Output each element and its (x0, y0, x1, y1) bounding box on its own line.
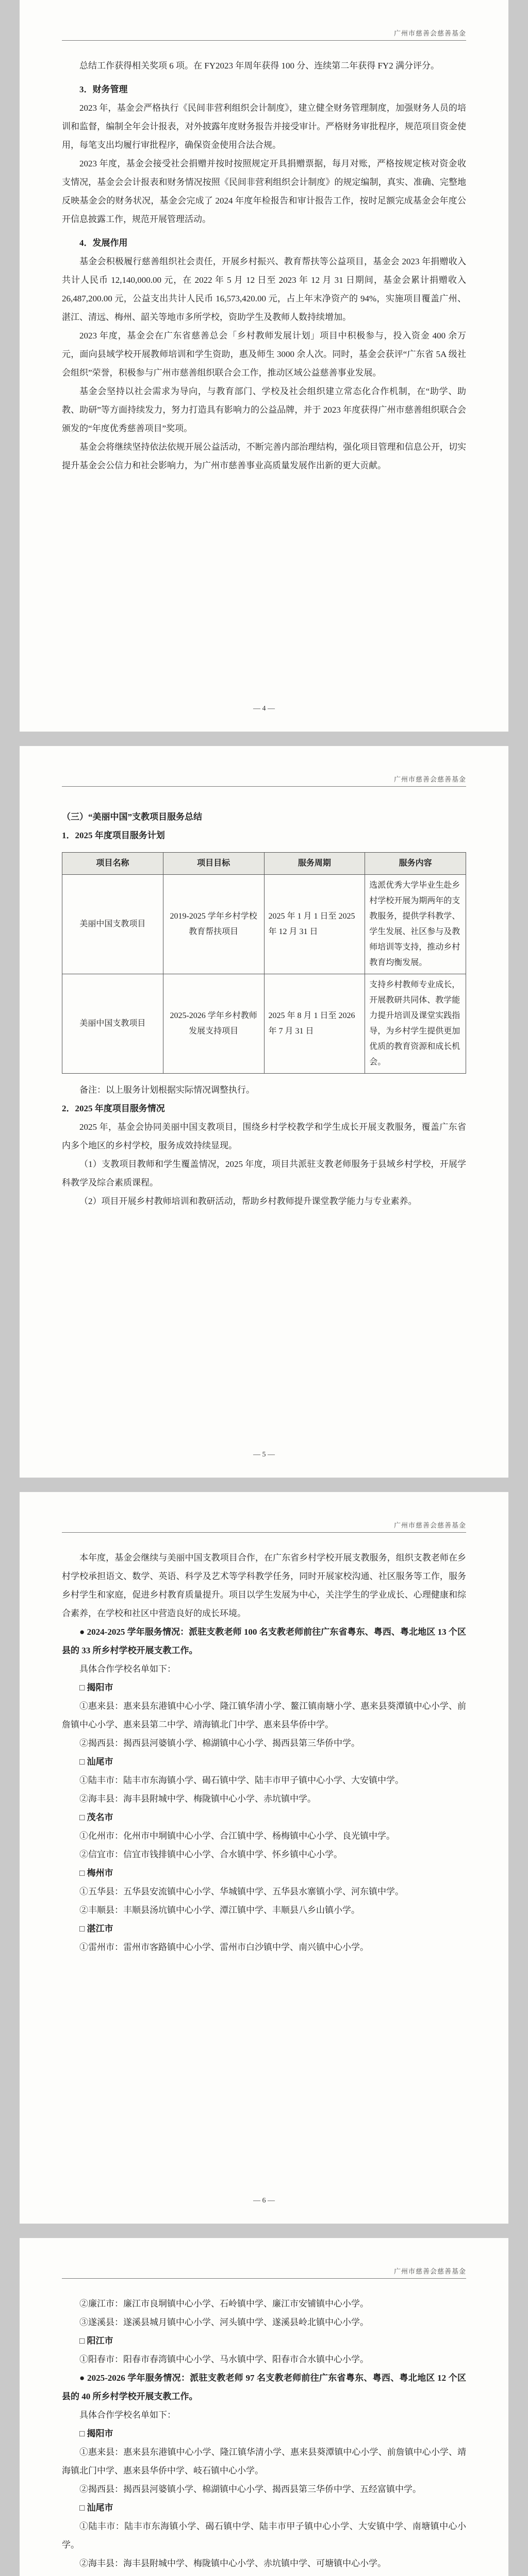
header-divider (62, 786, 466, 787)
table-cell: 支持乡村教师专业成长，开展教研共同体、教学能力提升培训及课堂实践指导，为乡村学生提供更加优质的教育资源和成长机会。 (365, 974, 466, 1074)
table-cell: 美丽中国支教项目 (62, 974, 163, 1074)
header-divider (62, 40, 466, 41)
document-page-2 (20, 746, 508, 1478)
paragraph: （1）支教项目教师和学生覆盖情况，2025 年度，项目共派驻支教老师服务于县域乡村学校，开展学科教学及综合素质课程。 (62, 1159, 466, 1188)
page-header: 广州市慈善会慈善基金 (393, 29, 466, 37)
city-heading: □ 阳江市 (79, 2336, 113, 2346)
table-header-row (62, 853, 466, 875)
document-page-4 (20, 2238, 508, 2576)
city-heading: □ 梅州市 (79, 1868, 113, 1878)
header-divider (62, 2278, 466, 2279)
page-number: — 5 — (253, 1451, 275, 1459)
subsection-heading: 1．2025 年度项目服务计划 (62, 831, 165, 840)
school-list-item: ②海丰县：海丰县附城中学、梅陇镇中心小学、赤坑镇中学、可塘镇中心小学。 (79, 2558, 386, 2568)
school-list-item: ①陆丰市：陆丰市东海镇小学、碣石镇中学、陆丰市甲子镇中心小学、大安镇中学。 (79, 1775, 404, 1785)
city-heading: □ 汕尾市 (79, 1757, 113, 1767)
table-header-cell: 项目名称 (62, 853, 163, 875)
city-heading: □ 汕尾市 (79, 2503, 113, 2513)
subsection-heading: 2．2025 年度项目服务情况 (62, 1104, 165, 1113)
page-header: 广州市慈善会慈善基金 (393, 2267, 466, 2275)
page-content (62, 57, 466, 475)
school-list-item: ②廉江市：廉江市良垌镇中心小学、石岭镇中学、廉江市安铺镇中心小学。 (79, 2299, 369, 2309)
school-list-item: ②揭西县：揭西县河婆镇小学、棉湖镇中心小学、揭西县第三华侨中学。 (79, 1738, 360, 1748)
school-list-item: ①化州市：化州市中垌镇中心小学、合江镇中学、杨梅镇中心小学、良光镇中学。 (79, 1831, 395, 1841)
table-cell: 选派优秀大学毕业生赴乡村学校开展为期两年的支教服务，提供学科教学、学生发展、社区参与及教师培训等支持，推动乡村教育均衡发展。 (365, 875, 466, 974)
data-table (62, 852, 466, 1074)
paragraph: （2）项目开展乡村教师培训和教研活动，帮助乡村教师提升课堂教学能力与专业素养。 (79, 1196, 417, 1206)
page-header: 广州市慈善会慈善基金 (393, 1521, 466, 1529)
page-number: — 6 — (253, 2197, 275, 2205)
section-heading: 3．财务管理 (79, 84, 128, 94)
school-list-item: ①五华县：五华县安流镇中心小学、华城镇中学、五华县水寨镇小学、河东镇中学。 (79, 1887, 404, 1896)
school-list-item: ①惠来县：惠来县东港镇中心小学、隆江镇华清小学、鳌江镇南塘小学、惠来县葵潭镇中心小学、前詹镇中心小学、惠来县第二中学、靖海镇北门中学、惠来县华侨中学。 (62, 1701, 466, 1730)
paragraph: 2023 年度，基金会接受社会捐赠并按时按照规定开具捐赠票据，每月对账，严格按规定核对资金收支情况，基金会会计报表和财务情况按照《民间非营利组织会计制度》的规定编制，真实、准确、完整地反映基金会的财务状况，基金会完成了 2024 年度年检报告和审计报告工作，按时足额完成基金会年度公开信息披露工作，规范开展管理活动。 (62, 159, 466, 224)
page-content (62, 1549, 466, 1957)
paragraph: 2023 年度，基金会在广东省慈善总会「乡村教师发展计划」项目中积极参与，投入资金 400 余万元，面向县域学校开展教师培训和学生资助，惠及师生 3000 余人次。同时，基金会获评“广东省 5A 级社会组织”荣誉，积极参与广州市慈善组织联合会工作，推动区域公益慈善事业发展。 (62, 331, 466, 378)
table-cell: 2025 年 1 月 1 日至 2025 年 12 月 31 日 (264, 875, 365, 974)
school-list-item: ①惠来县：惠来县东港镇中心小学、隆江镇华清小学、惠来县葵潭镇中心小学、前詹镇中心小学、靖海镇北门中学、惠来县华侨中学、岐石镇中心小学。 (62, 2447, 466, 2476)
subsection-heading: ● 2025-2026 学年服务情况：派驻支教老师 97 名支教老师前往广东省粤东、粤西、粤北地区 12 个区县的 40 所乡村学校开展支教工作。 (62, 2373, 466, 2401)
table-cell: 美丽中国支教项目 (62, 875, 163, 974)
school-list-item: ③遂溪县：遂溪县城月镇中心小学、河头镇中学、遂溪县岭北镇中心小学。 (79, 2317, 369, 2327)
paragraph: 本年度，基金会继续与美丽中国支教项目合作，在广东省乡村学校开展支教服务，组织支教老师在乡村学校承担语文、数学、英语、科学及艺术等学科教学任务，同时开展家校沟通、社区服务等工作，服务乡村学生和家庭，促进乡村教育质量提升。项目以学生发展为中心，关注学生的学业成长、心理健康和综合素养，在学校和社区中营造良好的成长环境。 (62, 1553, 466, 1618)
city-heading: □ 湛江市 (79, 1924, 113, 1934)
paragraph: 总结工作获得相关奖项 6 项。在 FY2023 年周年获得 100 分、连续第二年获得 FY2 满分评分。 (79, 61, 439, 71)
paragraph: 具体合作学校名单如下： (79, 2410, 176, 2420)
table-header-cell: 项目目标 (163, 853, 264, 875)
table-header-cell: 服务周期 (264, 853, 365, 875)
paragraph: 基金会积极履行慈善组织社会责任，开展乡村振兴、教育帮扶等公益项目，基金会 2023 年捐赠收入共计人民币 12,140,000.00 元，在 2022 年 5 月 12 日至 2023 年 12 月 31 日期间，基金会累计捐赠收入 26,487,200.00 元，公益支出共计人民币 16,573,420.00 元，占上年末净资产的 94%，实施项目覆盖广州、湛江、清远、梅州、韶关等地市多所学校，资助学生及教师人数持续增加。 (62, 257, 466, 322)
paragraph: 具体合作学校名单如下： (79, 1664, 176, 1674)
school-list-item: ①陆丰市：陆丰市东海镇小学、碣石镇中学、陆丰市甲子镇中心小学、大安镇中学、南塘镇中心小学。 (62, 2521, 466, 2550)
school-list-item: ①雷州市：雷州市客路镇中心小学、雷州市白沙镇中学、南兴镇中心小学。 (79, 1942, 369, 1952)
section-heading: 4．发展作用 (79, 238, 128, 248)
table-row (62, 875, 466, 974)
city-heading: □ 揭阳市 (79, 1683, 113, 1692)
table-cell: 2025 年 8 月 1 日至 2026 年 7 月 31 日 (264, 974, 365, 1074)
page-header: 广州市慈善会慈善基金 (393, 775, 466, 783)
paragraph: 2025 年，基金会协同美丽中国支教项目，围绕乡村学校教学和学生成长开展支教服务，覆盖广东省内多个地区的乡村学校，服务成效持续显现。 (62, 1122, 466, 1150)
school-list-item: ②信宜市：信宜市钱排镇中心小学、合水镇中学、怀乡镇中心小学。 (79, 1850, 342, 1859)
header-divider (62, 1532, 466, 1533)
subsection-heading: ● 2024-2025 学年服务情况：派驻支教老师 100 名支教老师前往广东省粤东、粤西、粤北地区 13 个区县的 33 所乡村学校开展支教工作。 (62, 1627, 466, 1655)
paragraph: 2023 年，基金会严格执行《民间非营利组织会计制度》，建立健全财务管理制度，加强财务人员的培训和监督，编制全年会计报表，对外披露年度财务报告并接受审计。严格财务审批程序，规范项目资金使用，每笔支出均履行审批程序，确保资金使用合法合规。 (62, 103, 466, 150)
city-heading: □ 揭阳市 (79, 2429, 113, 2438)
page-content (62, 2295, 466, 2576)
school-list-item: ②揭西县：揭西县河婆镇小学、棉湖镇中心小学、揭西县第三华侨中学、五经富镇中学。 (79, 2484, 421, 2494)
school-list-item: ②丰顺县：丰顺县汤坑镇中心小学、潭江镇中学、丰顺县八乡山镇小学。 (79, 1905, 360, 1915)
school-list-item: ②海丰县：海丰县附城中学、梅陇镇中心小学、赤坑镇中学。 (79, 1794, 316, 1804)
table-cell: 2019-2025 学年乡村学校教育帮扶项目 (163, 875, 264, 974)
city-heading (62, 2573, 466, 2576)
city-heading: □ 茂名市 (79, 1812, 113, 1822)
paragraph: 基金会将继续坚持依法依规开展公益活动，不断完善内部治理结构，强化项目管理和信息公开，切实提升基金会公信力和社会影响力，为广州市慈善事业高质量发展作出新的更大贡献。 (62, 442, 466, 470)
paragraph: 基金会坚持以社会需求为导向，与教育部门、学校及社会组织建立常态化合作机制，在“助学、助教、助研”等方面持续发力，努力打造具有影响力的公益品牌，并于 2023 年度获得广州市慈善组织联合会颁发的“年度优秀慈善项目”奖项。 (62, 386, 466, 433)
document-page-1 (20, 0, 508, 732)
section-heading: （三）“美丽中国”支教项目服务总结 (62, 812, 202, 822)
table-row (62, 974, 466, 1074)
document-page-3 (20, 1492, 508, 2224)
paragraph: 备注：以上服务计划根据实际情况调整执行。 (79, 1085, 255, 1095)
table-header-cell: 服务内容 (365, 853, 466, 875)
page-content (62, 803, 466, 1211)
table-cell: 2025-2026 学年乡村教师发展支持项目 (163, 974, 264, 1074)
school-list-item: ①阳春市：阳春市春湾镇中心小学、马水镇中学、阳春市合水镇中心小学。 (79, 2354, 369, 2364)
page-number: — 4 — (253, 705, 275, 713)
